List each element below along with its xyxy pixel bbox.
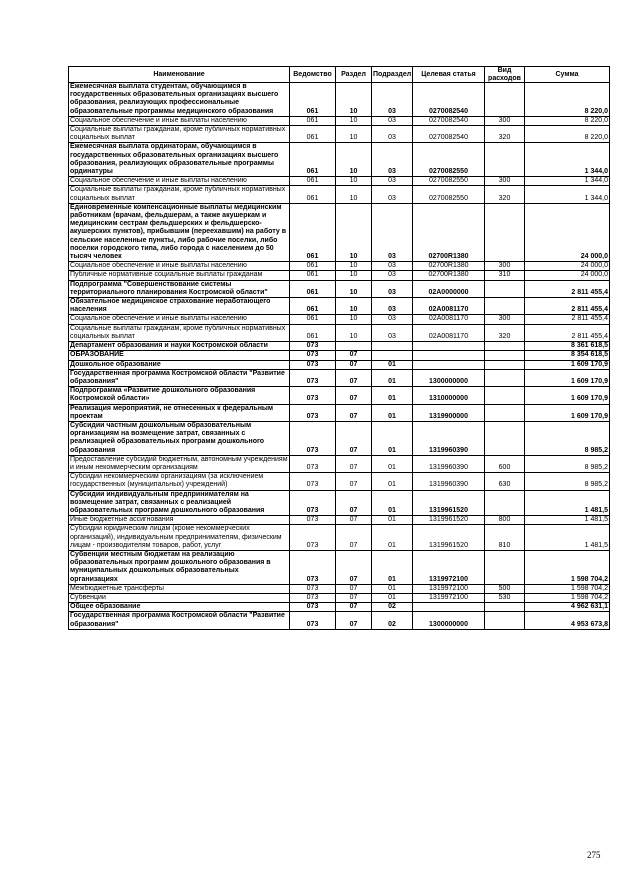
cell-razdel: 07 — [336, 612, 372, 629]
cell-podrazdel: 03 — [372, 280, 413, 297]
table-row — [69, 584, 610, 593]
cell-podrazdel — [372, 342, 413, 351]
cell-name: Публичные нормативные социальные выплаты гражданам — [69, 271, 290, 280]
cell-podrazdel: 03 — [372, 143, 413, 177]
cell-vid-rashodov: 320 — [485, 126, 525, 143]
table-row — [69, 387, 610, 404]
cell-summa: 1 344,0 — [525, 186, 610, 203]
cell-celevaya-statya: 1310000000 — [413, 387, 485, 404]
cell-summa: 8 220,0 — [525, 116, 610, 125]
cell-celevaya-statya: 1319900000 — [413, 404, 485, 421]
cell-vid-rashodov — [485, 612, 525, 629]
cell-podrazdel: 02 — [372, 603, 413, 612]
cell-celevaya-statya: 02А0000000 — [413, 280, 485, 297]
table-row — [69, 525, 610, 551]
cell-razdel: 10 — [336, 186, 372, 203]
cell-vedomstvo: 073 — [290, 516, 336, 525]
cell-vedomstvo: 061 — [290, 143, 336, 177]
cell-vedomstvo: 061 — [290, 126, 336, 143]
header-summa: Сумма — [525, 67, 610, 83]
cell-razdel: 07 — [336, 369, 372, 386]
header-razdel: Раздел — [336, 67, 372, 83]
cell-name: Социальное обеспечение и иные выплаты населению — [69, 177, 290, 186]
cell-vid-rashodov: 320 — [485, 186, 525, 203]
cell-summa: 8 354 618,5 — [525, 351, 610, 360]
cell-podrazdel: 01 — [372, 421, 413, 455]
cell-vedomstvo: 073 — [290, 369, 336, 386]
cell-name: Социальные выплаты гражданам, кроме публичных нормативных социальных выплат — [69, 186, 290, 203]
cell-celevaya-statya: 1319972100 — [413, 593, 485, 602]
cell-summa: 4 953 673,8 — [525, 612, 610, 629]
cell-vedomstvo: 073 — [290, 360, 336, 369]
table-row — [69, 315, 610, 324]
cell-podrazdel: 01 — [372, 516, 413, 525]
cell-vid-rashodov: 530 — [485, 593, 525, 602]
cell-podrazdel: 01 — [372, 455, 413, 472]
cell-razdel: 10 — [336, 116, 372, 125]
cell-summa: 8 361 618,5 — [525, 342, 610, 351]
cell-razdel: 07 — [336, 351, 372, 360]
cell-vedomstvo: 061 — [290, 315, 336, 324]
cell-celevaya-statya: 0270082550 — [413, 177, 485, 186]
cell-razdel: 10 — [336, 143, 372, 177]
cell-vedomstvo: 061 — [290, 280, 336, 297]
header-vid-rashodov: Вид расходов — [485, 67, 525, 83]
cell-vid-rashodov — [485, 603, 525, 612]
cell-name: Предоставление субсидий бюджетным, автономным учреждениям и иным некоммерческим организациям — [70, 455, 288, 471]
table-row — [69, 421, 610, 455]
cell-summa: 24 000,0 — [525, 203, 610, 261]
table-row — [69, 351, 610, 360]
cell-summa: 8 985,2 — [525, 473, 610, 490]
cell-summa: 2 811 455,4 — [525, 280, 610, 297]
cell-name: Социальные выплаты гражданам, кроме публичных нормативных социальных выплат — [69, 126, 290, 143]
cell-celevaya-statya: 02700R1380 — [413, 262, 485, 271]
cell-name: Иные бюджетные ассигнования — [69, 516, 290, 525]
cell-celevaya-statya: 02А0081170 — [413, 298, 485, 315]
cell-summa: 1 609 170,9 — [525, 360, 610, 369]
cell-vedomstvo: 073 — [290, 421, 336, 455]
cell-razdel: 07 — [336, 593, 372, 602]
cell-summa: 8 985,2 — [525, 421, 610, 455]
cell-celevaya-statya: 1319961520 — [413, 516, 485, 525]
cell-razdel: 07 — [336, 603, 372, 612]
cell-celevaya-statya: 0270082550 — [413, 186, 485, 203]
cell-vedomstvo: 061 — [290, 203, 336, 261]
cell-vid-rashodov — [485, 360, 525, 369]
table-row — [69, 490, 610, 516]
cell-name: Дошкольное образование — [69, 360, 290, 369]
cell-summa: 2 811 455,4 — [525, 315, 610, 324]
cell-vedomstvo: 073 — [290, 525, 336, 551]
cell-vid-rashodov — [485, 550, 525, 584]
cell-podrazdel: 03 — [372, 271, 413, 280]
cell-celevaya-statya: 0270082540 — [413, 116, 485, 125]
table-row — [69, 404, 610, 421]
cell-name: Субсидии юридическим лицам (кроме некоммерческих организаций), индивидуальным предпринимателям, физическим лицам - производителям товаров, работ, услуг — [69, 525, 290, 551]
table-row — [69, 455, 610, 472]
cell-celevaya-statya: 0270082540 — [413, 83, 485, 117]
cell-celevaya-statya: 1319961520 — [413, 525, 485, 551]
cell-celevaya-statya: 1319961520 — [413, 490, 485, 516]
cell-razdel: 07 — [336, 516, 372, 525]
table-row — [69, 116, 610, 125]
cell-celevaya-statya: 02700R1380 — [413, 271, 485, 280]
cell-vid-rashodov: 600 — [485, 455, 525, 472]
cell-razdel: 10 — [336, 177, 372, 186]
cell-podrazdel: 02 — [372, 612, 413, 629]
cell-vedomstvo: 073 — [290, 550, 336, 584]
cell-summa: 24 000,0 — [525, 271, 610, 280]
table-row — [69, 203, 610, 261]
cell-vid-rashodov: 300 — [485, 177, 525, 186]
cell-podrazdel: 03 — [372, 262, 413, 271]
cell-name: Государственная программа Костромской области "Развитие образования" — [69, 612, 290, 629]
cell-name: Реализация мероприятий, не отнесенных к федеральным проектам — [69, 404, 290, 421]
cell-vid-rashodov — [485, 421, 525, 455]
cell-name: Общее образование — [69, 603, 290, 612]
cell-podrazdel: 01 — [372, 369, 413, 386]
cell-podrazdel: 01 — [372, 584, 413, 593]
cell-name: Социальное обеспечение и иные выплаты населению — [69, 262, 290, 271]
cell-summa: 24 000,0 — [525, 262, 610, 271]
table-row — [69, 612, 610, 629]
cell-summa: 1 481,5 — [525, 516, 610, 525]
cell-razdel: 10 — [336, 271, 372, 280]
cell-vid-rashodov: 320 — [485, 324, 525, 341]
cell-celevaya-statya: 1300000000 — [413, 369, 485, 386]
header-podrazdel: Подраздел — [372, 67, 413, 83]
table-row — [69, 126, 610, 143]
cell-vedomstvo: 073 — [290, 387, 336, 404]
cell-vid-rashodov — [485, 404, 525, 421]
cell-summa: 2 811 455,4 — [525, 298, 610, 315]
cell-name: Ежемесячная выплата ординаторам, обучающимся в государственных образовательных организациях высшего образования, реализующих образовательные программы ординатуры — [69, 143, 290, 177]
cell-podrazdel: 03 — [372, 298, 413, 315]
cell-name: Субвенции местным бюджетам на реализацию образовательных программ дошкольного образования в муниципальных дошкольных образовательных организациях — [69, 550, 290, 584]
cell-razdel: 10 — [336, 324, 372, 341]
cell-name: Единовременные компенсационные выплаты медицинским работникам (врачам, фельдшерам, а также акушеркам и медицинским сестрам фельдшерских и фельдшерско-акушерских пунктов), прибывшим (переехавшим) на работу в сельские населенные пункты, либо рабочие поселки, либо поселки городского типа, либо города с населением до 50 тысяч человек — [69, 203, 290, 261]
cell-vedomstvo: 073 — [290, 342, 336, 351]
cell-vedomstvo: 061 — [290, 262, 336, 271]
cell-razdel: 07 — [336, 421, 372, 455]
cell-razdel: 10 — [336, 126, 372, 143]
table-row — [69, 473, 610, 490]
cell-celevaya-statya: 1319972100 — [413, 584, 485, 593]
cell-name: ОБРАЗОВАНИЕ — [69, 351, 290, 360]
cell-razdel: 10 — [336, 298, 372, 315]
table-row — [69, 360, 610, 369]
table-row — [69, 143, 610, 177]
table-row — [69, 83, 610, 117]
cell-razdel: 07 — [336, 490, 372, 516]
cell-summa: 2 811 455,4 — [525, 324, 610, 341]
cell-summa: 1 598 704,2 — [525, 584, 610, 593]
cell-razdel: 07 — [336, 455, 372, 472]
cell-vid-rashodov — [485, 298, 525, 315]
cell-name: Обязательное медицинское страхование неработающего населения — [69, 298, 290, 315]
cell-vid-rashodov — [485, 369, 525, 386]
cell-vid-rashodov — [485, 203, 525, 261]
cell-vid-rashodov — [485, 490, 525, 516]
cell-celevaya-statya: 02А0081170 — [413, 324, 485, 341]
cell-celevaya-statya: 02А0081170 — [413, 315, 485, 324]
cell-razdel: 07 — [336, 525, 372, 551]
cell-podrazdel: 01 — [372, 404, 413, 421]
cell-celevaya-statya — [413, 351, 485, 360]
cell-vedomstvo: 061 — [290, 298, 336, 315]
cell-celevaya-statya: 1300000000 — [413, 612, 485, 629]
table-row — [69, 369, 610, 386]
cell-vedomstvo: 061 — [290, 177, 336, 186]
cell-vid-rashodov: 630 — [485, 473, 525, 490]
table-row — [69, 550, 610, 584]
cell-vid-rashodov: 300 — [485, 262, 525, 271]
cell-summa: 1 344,0 — [525, 143, 610, 177]
cell-celevaya-statya — [413, 360, 485, 369]
cell-podrazdel: 03 — [372, 186, 413, 203]
header-celevaya-statya: Целевая статья — [413, 67, 485, 83]
cell-podrazdel: 03 — [372, 83, 413, 117]
cell-vedomstvo: 061 — [290, 324, 336, 341]
cell-celevaya-statya: 1319972100 — [413, 550, 485, 584]
cell-podrazdel: 01 — [372, 550, 413, 584]
cell-podrazdel: 03 — [372, 116, 413, 125]
cell-razdel: 07 — [336, 404, 372, 421]
cell-vedomstvo: 073 — [290, 584, 336, 593]
cell-celevaya-statya — [413, 603, 485, 612]
cell-summa: 1 609 170,9 — [525, 404, 610, 421]
table-row — [69, 177, 610, 186]
cell-summa: 1 598 704,2 — [525, 593, 610, 602]
cell-podrazdel: 01 — [372, 525, 413, 551]
cell-podrazdel: 01 — [372, 360, 413, 369]
cell-vedomstvo: 073 — [290, 490, 336, 516]
cell-vedomstvo: 073 — [290, 473, 336, 490]
cell-summa: 1 609 170,9 — [525, 369, 610, 386]
cell-vid-rashodov — [485, 280, 525, 297]
cell-podrazdel: 03 — [372, 203, 413, 261]
cell-vedomstvo: 073 — [290, 351, 336, 360]
cell-name: Субсидии индивидуальным предпринимателям на возмещение затрат, связанных с реализацией образовательных программ дошкольного образования — [69, 490, 290, 516]
cell-vedomstvo: 073 — [290, 455, 336, 472]
cell-summa: 1 598 704,2 — [525, 550, 610, 584]
cell-name: Социальные выплаты гражданам, кроме публичных нормативных социальных выплат — [69, 324, 290, 341]
cell-podrazdel: 01 — [372, 593, 413, 602]
cell-summa: 4 962 631,1 — [525, 603, 610, 612]
cell-podrazdel: 03 — [372, 126, 413, 143]
header-vedomstvo: Ведомство — [290, 67, 336, 83]
budget-table — [68, 66, 610, 630]
cell-vedomstvo: 073 — [290, 603, 336, 612]
cell-razdel: 07 — [336, 360, 372, 369]
cell-vedomstvo: 061 — [290, 186, 336, 203]
cell-razdel: 10 — [336, 83, 372, 117]
table-row — [69, 342, 610, 351]
cell-razdel: 07 — [336, 584, 372, 593]
cell-podrazdel: 01 — [372, 387, 413, 404]
cell-vid-rashodov: 500 — [485, 584, 525, 593]
cell-vid-rashodov — [485, 83, 525, 117]
cell-summa: 8 220,0 — [525, 126, 610, 143]
cell-vid-rashodov — [485, 387, 525, 404]
cell-podrazdel — [372, 351, 413, 360]
cell-vid-rashodov: 800 — [485, 516, 525, 525]
cell-name: Государственная программа Костромской области "Развитие образования" — [69, 369, 290, 386]
cell-name: Субсидии некоммерческим организациям (за исключением государственных (муниципальных) учреждений) — [69, 473, 290, 490]
cell-name: Субсидии частным дошкольным образовательным организациям на возмещение затрат, связанных с реализацией образовательных программ дошкольного образования — [69, 421, 290, 455]
cell-vid-rashodov — [485, 351, 525, 360]
cell-vedomstvo: 061 — [290, 83, 336, 117]
cell-razdel: 07 — [336, 387, 372, 404]
cell-vid-rashodov: 300 — [485, 315, 525, 324]
page-number: 275 — [587, 850, 601, 860]
cell-razdel: 10 — [336, 280, 372, 297]
cell-vedomstvo: 061 — [290, 116, 336, 125]
table-row — [69, 186, 610, 203]
cell-name: Департамент образования и науки Костромской области — [69, 342, 290, 351]
cell-name: Подпрограмма "Совершенствование системы территориального планирования Костромской области" — [69, 280, 290, 297]
table-row — [69, 516, 610, 525]
cell-celevaya-statya: 1319960390 — [413, 421, 485, 455]
table-row — [69, 271, 610, 280]
cell-vid-rashodov — [485, 342, 525, 351]
cell-razdel: 07 — [336, 473, 372, 490]
cell-vedomstvo: 073 — [290, 404, 336, 421]
cell-summa: 1 481,5 — [525, 525, 610, 551]
table-row — [69, 280, 610, 297]
table-row — [69, 593, 610, 602]
table-body — [69, 83, 610, 630]
cell-name: Субвенции — [69, 593, 290, 602]
cell-vedomstvo: 073 — [290, 593, 336, 602]
cell-podrazdel: 03 — [372, 324, 413, 341]
cell-summa: 1 344,0 — [525, 177, 610, 186]
cell-celevaya-statya — [413, 342, 485, 351]
cell-celevaya-statya: 1319960390 — [413, 473, 485, 490]
cell-razdel: 10 — [336, 315, 372, 324]
cell-celevaya-statya: 0270082540 — [413, 126, 485, 143]
cell-celevaya-statya: 1319960390 — [413, 455, 485, 472]
cell-summa: 1 609 170,9 — [525, 387, 610, 404]
cell-razdel: 10 — [336, 203, 372, 261]
cell-summa: 1 481,5 — [525, 490, 610, 516]
cell-podrazdel: 01 — [372, 490, 413, 516]
cell-celevaya-statya: 02700R1380 — [413, 203, 485, 261]
cell-vedomstvo: 061 — [290, 271, 336, 280]
cell-celevaya-statya: 0270082550 — [413, 143, 485, 177]
cell-podrazdel: 01 — [372, 473, 413, 490]
cell-name: Социальное обеспечение и иные выплаты населению — [69, 116, 290, 125]
table-row — [69, 603, 610, 612]
cell-name: Подпрограмма «Развитие дошкольного образования Костромской области» — [69, 387, 290, 404]
cell-name: Ежемесячная выплата студентам, обучающимся в государственных образовательных организациях высшего образования, реализующих профессиональные образовательные программы медицинского образования — [69, 83, 290, 117]
cell-summa: 8 220,0 — [525, 83, 610, 117]
cell-vid-rashodov: 310 — [485, 271, 525, 280]
table-row — [69, 298, 610, 315]
cell-razdel: 10 — [336, 262, 372, 271]
cell-vedomstvo: 073 — [290, 612, 336, 629]
cell-razdel: 07 — [336, 550, 372, 584]
table-header-row — [69, 67, 610, 83]
cell-vid-rashodov: 810 — [485, 525, 525, 551]
cell-summa: 8 985,2 — [525, 455, 610, 472]
table-row — [69, 324, 610, 341]
cell-name: Межбюджетные трансферты — [69, 584, 290, 593]
cell-podrazdel: 03 — [372, 315, 413, 324]
cell-name: Социальное обеспечение и иные выплаты населению — [69, 315, 290, 324]
cell-vid-rashodov — [485, 143, 525, 177]
cell-razdel — [336, 342, 372, 351]
table-row — [69, 262, 610, 271]
header-name: Наименование — [69, 67, 290, 83]
cell-podrazdel: 03 — [372, 177, 413, 186]
cell-vid-rashodov: 300 — [485, 116, 525, 125]
